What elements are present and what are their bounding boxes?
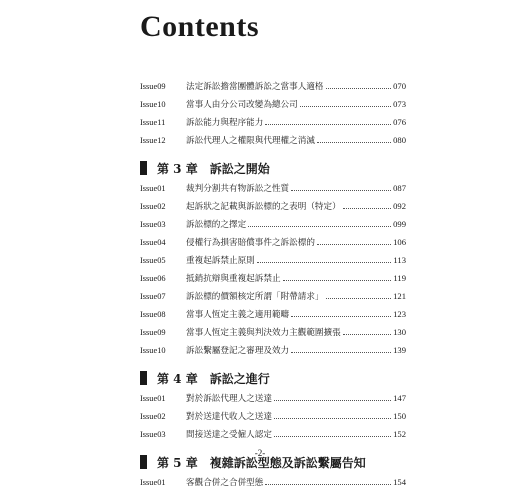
toc-entry[interactable] [140,236,406,254]
toc-entry[interactable] [140,116,406,134]
entry-title: 起訴狀之記載與訴訟標的之表明（特定） [186,202,341,212]
dot-leader [317,244,391,245]
dot-leader [343,208,391,209]
chapter-marker-icon [140,371,147,385]
issue-number: Issue10 [140,346,166,355]
dot-leader [265,484,391,485]
dot-leader [248,226,391,227]
issue-number: Issue09 [140,328,166,337]
toc-entry[interactable] [140,272,406,290]
issue-number: Issue02 [140,412,166,421]
entry-page: 121 [393,291,406,301]
issue-number: Issue08 [140,310,166,319]
dot-leader [326,298,392,299]
chapter-name: 複雜訴訟型態及訴訟繫屬告知 [209,455,366,470]
toc-entry[interactable] [140,428,406,446]
toc-entry[interactable] [140,98,406,116]
table-of-contents [140,80,406,494]
dot-leader [291,316,391,317]
entry-page: 147 [393,393,406,403]
issue-number: Issue03 [140,430,166,439]
entry-title: 當事人由分公司改變為總公司 [186,100,298,110]
toc-entry[interactable] [140,80,406,98]
contents-title: Contents [140,10,260,43]
dot-leader [291,190,391,191]
chapter-heading [140,156,406,180]
entry-page: 073 [393,99,406,109]
entry-title: 訴訟標的價額核定所謂「附帶請求」 [186,292,324,302]
toc-entry[interactable] [140,200,406,218]
chapter-marker-icon [140,161,147,175]
chapter-number: 第 3 章 [157,161,198,176]
dot-leader [343,334,391,335]
entry-title: 對於訴訟代理人之送達 [186,394,272,404]
toc-entry[interactable] [140,476,406,494]
toc-entry[interactable] [140,134,406,152]
dot-leader [257,262,392,263]
entry-page: 076 [393,117,406,127]
issue-number: Issue11 [140,118,166,127]
entry-page: 106 [393,237,406,247]
issue-number: Issue02 [140,202,166,211]
dot-leader [274,418,391,419]
entry-page: 152 [393,429,406,439]
issue-number: Issue01 [140,184,166,193]
dot-leader [283,280,392,281]
dot-leader [326,88,392,89]
entry-title: 法定訴訟擔當團體訴訟之當事人適格 [186,82,324,92]
toc-entry[interactable] [140,410,406,428]
dot-leader [317,142,391,143]
entry-title: 訴訟繫屬登記之審理及效力 [186,346,290,356]
issue-number: Issue10 [140,100,166,109]
entry-page: 139 [393,345,406,355]
entry-page: 092 [393,201,406,211]
entry-page: 070 [393,81,406,91]
issue-number: Issue01 [140,394,166,403]
toc-entry[interactable] [140,392,406,410]
entry-page: 123 [393,309,406,319]
entry-page: 080 [393,135,406,145]
toc-entry[interactable] [140,344,406,362]
issue-number: Issue12 [140,136,166,145]
entry-title: 當事人恆定主義與判決效力主觀範圍擴張 [186,328,341,338]
chapter-name: 訴訟之開始 [209,161,270,176]
issue-number: Issue07 [140,292,166,301]
issue-number: Issue01 [140,478,166,487]
dot-leader [274,400,391,401]
issue-number: Issue09 [140,82,166,91]
toc-entry[interactable] [140,308,406,326]
entry-page: 113 [393,255,406,265]
entry-title: 重複起訴禁止原則 [186,256,255,266]
entry-title: 訴訟代理人之權限與代理權之消滅 [186,136,315,146]
entry-page: 119 [393,273,406,283]
entry-title: 間接送達之受僱人認定 [186,430,272,440]
toc-entry[interactable] [140,218,406,236]
entry-title: 訴訟標的之擇定 [186,220,247,230]
entry-title: 訴訟能力與程序能力 [186,118,264,128]
entry-title: 裁判分割共有物訴訟之性質 [186,184,290,194]
dot-leader [265,124,391,125]
dot-leader [274,436,391,437]
entry-page: 087 [393,183,406,193]
chapter-number: 第 5 章 [157,455,198,470]
chapter-number: 第 4 章 [157,371,198,386]
issue-number: Issue06 [140,274,166,283]
entry-page: 130 [393,327,406,337]
entry-title: 當事人恆定主義之適用範疇 [186,310,290,320]
issue-number: Issue05 [140,256,166,265]
toc-entry[interactable] [140,182,406,200]
chapter-heading [140,366,406,390]
entry-page: 099 [393,219,406,229]
entry-title: 客觀合併之合併型態 [186,478,264,488]
page-number: -2- [254,448,266,458]
issue-number: Issue03 [140,220,166,229]
entry-title: 侵權行為損害賠償事件之訴訟標的 [186,238,315,248]
dot-leader [291,352,391,353]
entry-page: 150 [393,411,406,421]
toc-entry[interactable] [140,326,406,344]
toc-entry[interactable] [140,290,406,308]
chapter-name: 訴訟之進行 [209,371,270,386]
toc-entry[interactable] [140,254,406,272]
issue-number: Issue04 [140,238,166,247]
entry-title: 抵銷抗辯與重複起訴禁止 [186,274,281,284]
dot-leader [300,106,391,107]
entry-title: 對於送達代收人之送達 [186,412,272,422]
entry-page: 154 [393,477,406,487]
